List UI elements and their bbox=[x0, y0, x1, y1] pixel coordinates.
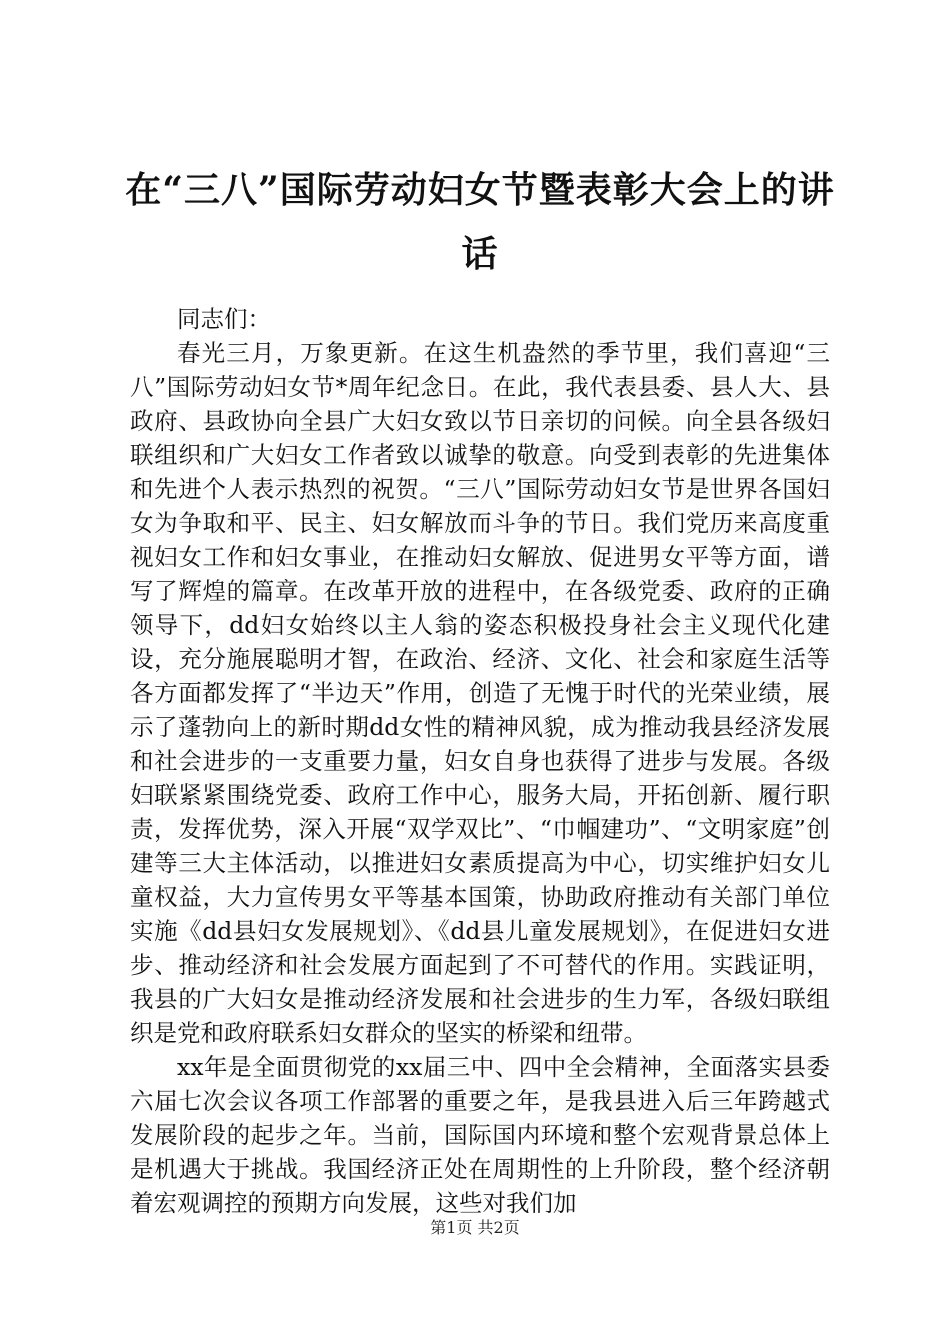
salutation-paragraph: 同志们： bbox=[177, 305, 271, 333]
document-body bbox=[130, 302, 830, 1220]
page-number-footer: 第1页 共2页 bbox=[430, 1218, 520, 1237]
body-paragraph: xx年是全面贯彻党的xx届三中、四中全会精神，全面落实县委六届七次会议各项工作部署的重要之年，是我县进入后三年跨越式发展阶段的起步之年。当前，国际国内环境和整个宏观背景总体上是机遇大于挑战。我国经济正处在周期性的上升阶段，整个经济朝着宏观调控的预期方向发展，这些对我们加 bbox=[130, 1053, 830, 1217]
body-paragraph: 春光三月，万象更新。在这生机盎然的季节里，我们喜迎“三八”国际劳动妇女节*周年纪念日。在此，我代表县委、县人大、县政府、县政协向全县广大妇女致以节日亲切的问候。向全县各级妇联组织和广大妇女工作者致以诚挚的敬意。向受到表彰的先进集体和先进个人表示热烈的祝贺。“三八”国际劳动妇女节是世界各国妇女为争取和平、民主、妇女解放而斗争的节日。我们党历来高度重视妇女工作和妇女事业，在推动妇女解放、促进男女平等方面，谱写了辉煌的篇章。在改革开放的进程中，在各级党委、政府的正确领导下，dd妇女始终以主人翁的姿态积极投身社会主义现代化建设，充分施展聪明才智，在政治、经济、文化、社会和家庭生活等各方面都发挥了“半边天”作用，创造了无愧于时代的光荣业绩，展示了蓬勃向上的新时期dd女性的精神风貌，成为推动我县经济发展和社会进步的一支重要力量，妇女自身也获得了进步与发展。各级妇联紧紧围绕党委、政府工作中心，服务大局，开拓创新、履行职责，发挥优势，深入开展“双学双比”、“巾帼建功”、“文明家庭”创建等三大主体活动，以推进妇女素质提高为中心，切实维护妇女儿童权益，大力宣传男女平等基本国策，协助政府推动有关部门单位实施《dd县妇女发展规划》、《dd县儿童发展规划》，在促进妇女进步、推动经济和社会发展方面起到了不可替代的作用。实践证明，我县的广大妇女是推动经济发展和社会进步的生力军，各级妇联组织是党和政府联系妇女群众的坚实的桥梁和纽带。 bbox=[130, 339, 830, 1047]
document-title: 在“三八”国际劳动妇女节暨表彰大会上的讲话 bbox=[125, 169, 835, 275]
